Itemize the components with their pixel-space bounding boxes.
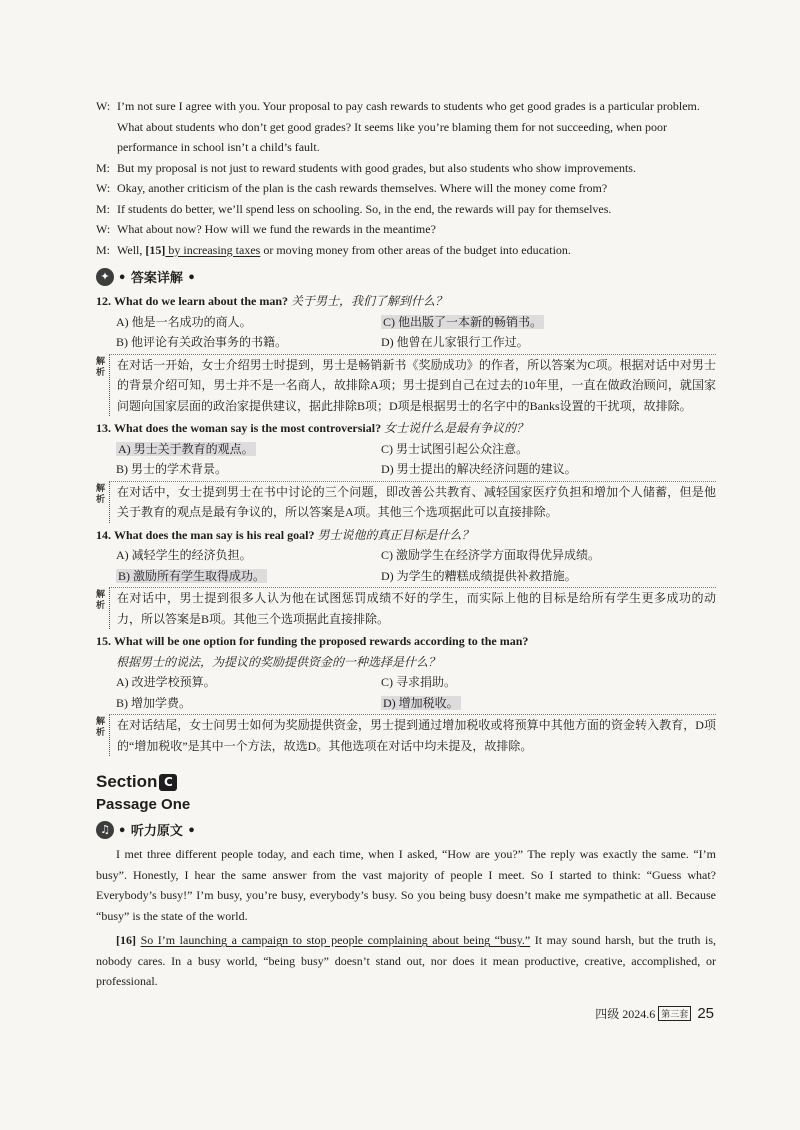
correct-option: A) 男士关于教育的观点。 (118, 441, 254, 456)
dialogue-line (96, 199, 716, 220)
question-14 (96, 525, 716, 546)
option-b: B) 他评论有关政治事务的书籍。 (116, 335, 288, 349)
blank-number: [15] (145, 242, 166, 257)
explanation-label: 解析 (96, 717, 106, 738)
option-d: D) 为学生的糟糕成绩提供补救措施。 (381, 568, 577, 583)
listening-heading (96, 820, 716, 839)
dialogue-text (117, 240, 716, 261)
option-b: B) 增加学费。 (116, 695, 192, 710)
dialogue-text: Okay, another criticism of the plan is the cash rewards themselves. Where will the money come from? (117, 181, 608, 195)
page-number: 25 (697, 1005, 714, 1022)
options (116, 439, 716, 480)
question-cn: 根据男士的说法，为提议的奖励提供资金的一种选择是什么？ (116, 654, 441, 669)
option-d: D) 男士提出的解决经济问题的建议。 (381, 462, 577, 476)
question-en: What does the man say is his real goal? (114, 527, 315, 542)
question-number: 13. (96, 421, 111, 435)
question-15 (96, 631, 716, 652)
section-title: Section (96, 772, 158, 791)
question-13 (96, 418, 716, 439)
explanation-text: 在对话中，男士提到很多人认为他在试图惩罚成绩不好的学生，而实际上他的目标是给所有学生更多成功的动力，所以答案是B项。其他三个选项据此直接排除。 (109, 587, 716, 629)
question-cn: 女士说什么是最有争议的？ (384, 421, 529, 435)
footer-level: 四级 2024.6 (595, 1007, 656, 1021)
option-a: A) 改进学校预算。 (116, 675, 216, 689)
explanation (96, 354, 716, 417)
explanation-label: 解析 (96, 590, 106, 611)
option-b: B) 男士的学术背景。 (116, 462, 228, 476)
transcript-paragraph (96, 930, 716, 992)
speaker: M: (96, 160, 111, 175)
options (116, 312, 716, 353)
option-a: A) 他是一名成功的商人。 (116, 314, 252, 329)
dialogue-line (96, 96, 716, 158)
option-d (381, 693, 716, 714)
options (116, 545, 716, 586)
explanation (96, 587, 716, 629)
option-b (116, 566, 381, 587)
options (116, 672, 716, 713)
dialogue-line (96, 219, 716, 240)
option-c: C) 男士试图引起公众注意。 (381, 441, 529, 456)
dialogue-text: But my proposal is not just to reward students with good grades, but also students who show improvements. (117, 160, 636, 175)
dialogue-line (96, 158, 716, 179)
option-c: C) 寻求捐助。 (381, 675, 457, 689)
option-a (116, 439, 381, 460)
speaker: W: (96, 222, 111, 236)
text-pre: Well, (117, 242, 146, 257)
explanation-text: 在对话中，女士提到男士在书中讨论的三个问题，即改善公共教育、减轻国家医疗负担和增加个人储蓄，但是他关于教育的观点是最有争议的，所以答案是A项。其他三个选项据此可以直接排除。 (109, 481, 716, 523)
dialogue-line-last (96, 240, 716, 261)
explanation-text: 在对话一开始，女士介绍男士时提到，男士是畅销新书《奖励成功》的作者，所以答案为C项。根据对话中对男士的背景介绍可知，男士并不是一名商人，故排除A项；男士提到自己在过去的10年里，一直在做政治顾问，就国家问题向国家层面的政治家提供建议，据此排除B项；D项是根据男士的名字中的Banks设置的干扰项，故排除。 (109, 354, 716, 417)
speaker: M: (96, 201, 111, 216)
text-post: It may sound harsh, but the truth is, nobody cares. In a busy world, “being busy” doesn’t stand out, nor does it mean productive, creative, accomplished, or professional. (96, 933, 716, 988)
option-d: D) 他曾在儿家银行工作过。 (381, 335, 529, 349)
text-post: or moving money from other areas of the budget into education. (260, 242, 571, 257)
question-cn: 男士说他的真正目标是什么？ (317, 527, 474, 542)
listening-heading-text: • 听力原文 • (118, 824, 196, 839)
question-number: 12. (96, 294, 111, 308)
option-c: C) 激励学生在经济学方面取得优异成绩。 (381, 548, 601, 562)
correct-option: C) 他出版了一本新的畅销书。 (383, 314, 543, 329)
passage-title: Passage One (96, 796, 191, 813)
page-footer (595, 1005, 714, 1022)
question-number: 15. (96, 634, 111, 648)
dialogue-text: What about now? How will we fund the rewards in the meantime? (117, 222, 436, 236)
correct-option: D) 增加税收。 (383, 695, 459, 710)
answer-heading-text: • 答案详解 • (118, 271, 196, 286)
lightbulb-icon: ✦ (96, 268, 114, 286)
option-c (381, 312, 716, 333)
speaker: M: (96, 242, 111, 257)
answer-heading (96, 267, 716, 286)
footer-set: 第三套 (658, 1006, 691, 1021)
transcript-paragraph: I met three different people today, and each time, when I asked, “How are you?” The reply was exactly the same. “I’m busy”. Honestly, I hear the same answer from the vast majority of people I meet. So I started to think: “Guess what? Everybody’s busy!” I’m busy, you’re busy, everybody’s busy. So you being busy doesn’t make me sympathetic at all. Because “busy” is the state of the world. (96, 847, 716, 923)
question-en: What do we learn about the man? (114, 294, 289, 308)
speaker: W: (96, 181, 111, 195)
explanation (96, 714, 716, 756)
headphones-icon: ♫ (96, 821, 114, 839)
question-en: What will be one option for funding the proposed rewards according to the man? (114, 634, 529, 648)
option-a: A) 减轻学生的经济负担。 (116, 548, 252, 562)
explanation (96, 481, 716, 523)
question-cn-line (116, 652, 716, 673)
explanation-label: 解析 (96, 356, 106, 378)
underlined-answer: by increasing taxes (165, 242, 261, 257)
blank-number: [16] (116, 933, 136, 947)
section-heading (96, 772, 716, 792)
correct-option: B) 激励所有学生取得成功。 (118, 568, 266, 583)
question-number: 14. (96, 527, 111, 542)
underlined-answer: So I’m launching a campaign to stop people complaining about being “busy.” (140, 933, 531, 947)
explanation-text: 在对话结尾，女士问男士如何为奖励提供资金，男士提到通过增加税收或将预算中其他方面的资金转入教育，D项的“增加税收”是其中一个方法，故选D。其他选项在对话中均未提及，故排除。 (109, 714, 716, 756)
section-letter-badge: C (159, 774, 177, 791)
dialogue-line (96, 178, 716, 199)
explanation-label: 解析 (96, 483, 106, 505)
question-12 (96, 291, 716, 312)
speaker: W: (96, 99, 111, 113)
question-en: What does the woman say is the most controversial? (114, 421, 382, 435)
question-cn: 关于男士，我们了解到什么？ (291, 294, 448, 308)
page-content (96, 96, 716, 992)
dialogue-text: If students do better, we’ll spend less on schooling. So, in the end, the rewards will pay for themselves. (117, 201, 612, 216)
dialogue-text: I’m not sure I agree with you. Your proposal to pay cash rewards to students who get good grades is a particular problem. What about students who don’t get good grades? It seems like you’re blaming them for not succeeding, when poor performance in school isn’t a child’s fault. (117, 99, 700, 154)
